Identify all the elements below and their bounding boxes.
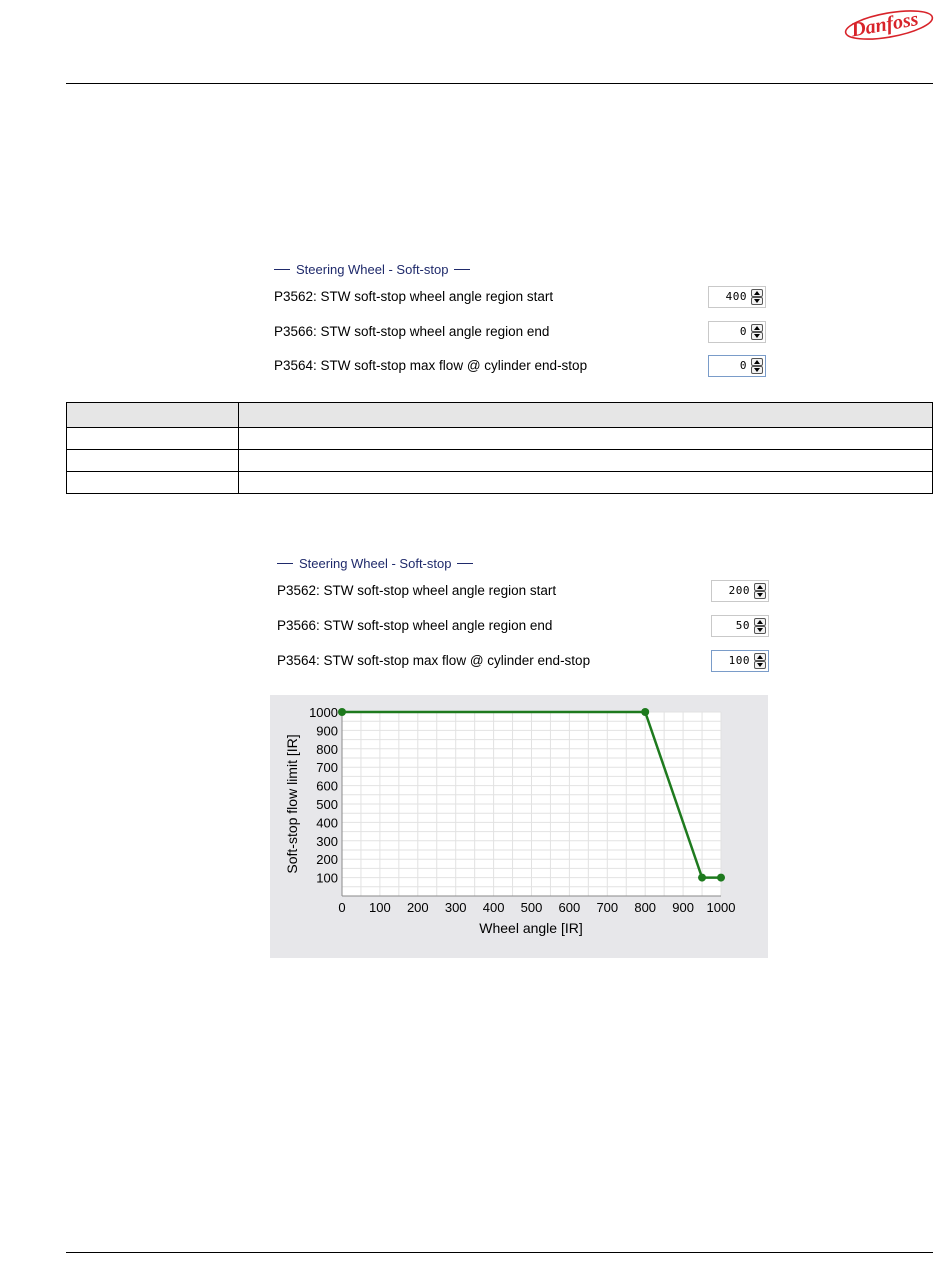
table-cell xyxy=(239,428,933,450)
x-tick-label: 0 xyxy=(338,900,346,915)
x-tick-label: 400 xyxy=(482,900,505,915)
x-tick-label: 100 xyxy=(369,900,391,915)
x-tick-label: 900 xyxy=(672,900,694,915)
param-row-p3562 xyxy=(277,580,773,602)
table-header-row xyxy=(67,403,933,428)
region-end-spinbox[interactable] xyxy=(708,321,766,343)
header-rule xyxy=(66,83,933,84)
param-label: P3566: STW soft-stop wheel angle region end xyxy=(274,324,550,339)
max-flow-spinbox[interactable] xyxy=(711,650,769,672)
y-tick-label: 700 xyxy=(316,760,338,776)
x-tick-label: 800 xyxy=(634,900,657,915)
y-tick-label: 600 xyxy=(316,778,338,794)
parameter-table xyxy=(66,402,933,494)
table-cell xyxy=(67,428,239,450)
table-cell xyxy=(67,472,239,494)
legend-title: Steering Wheel - Soft-stop xyxy=(299,556,452,571)
spin-up-icon[interactable] xyxy=(754,618,766,626)
param-label: P3564: STW soft-stop max flow @ cylinder end-stop xyxy=(277,653,591,668)
table-header-cell xyxy=(67,403,239,428)
spinbox-value[interactable]: 50 xyxy=(735,619,750,632)
spin-down-icon[interactable] xyxy=(751,366,763,374)
logo-text: Danfoss xyxy=(849,8,921,42)
table-row xyxy=(67,450,933,472)
x-tick-label: 600 xyxy=(558,900,581,915)
legend-line-left xyxy=(274,269,290,270)
param-row-p3564 xyxy=(277,650,773,672)
legend-line-right xyxy=(454,269,470,270)
data-point xyxy=(698,874,706,882)
y-tick-label: 400 xyxy=(316,815,338,831)
param-label: P3562: STW soft-stop wheel angle region start xyxy=(274,289,554,304)
y-tick-label: 300 xyxy=(316,833,338,849)
panel-legend xyxy=(277,556,473,571)
table-cell xyxy=(239,472,933,494)
param-row-p3564 xyxy=(274,355,770,377)
param-label: P3564: STW soft-stop max flow @ cylinder end-stop xyxy=(274,358,588,373)
table-cell xyxy=(67,450,239,472)
legend-line-right xyxy=(457,563,473,564)
y-axis-label: Soft-stop flow limit [IR] xyxy=(284,734,300,874)
spinbox-value[interactable]: 0 xyxy=(739,359,747,372)
param-row-p3566 xyxy=(277,615,773,637)
chart-svg xyxy=(270,695,768,958)
data-point xyxy=(338,708,346,716)
soft-stop-panel-2 xyxy=(273,556,773,686)
soft-stop-chart xyxy=(270,695,768,958)
region-start-spinbox[interactable] xyxy=(708,286,766,308)
spin-down-icon[interactable] xyxy=(754,591,766,599)
spin-up-icon[interactable] xyxy=(754,583,766,591)
x-tick-label: 700 xyxy=(596,900,619,915)
y-tick-label: 800 xyxy=(316,741,338,757)
table-header-cell xyxy=(239,403,933,428)
y-tick-label: 200 xyxy=(316,852,338,868)
danfoss-logo xyxy=(843,6,935,42)
footer-rule xyxy=(66,1252,933,1253)
data-point xyxy=(641,708,649,716)
spinbox-value[interactable]: 200 xyxy=(728,584,750,597)
spin-up-icon[interactable] xyxy=(754,653,766,661)
param-label: P3562: STW soft-stop wheel angle region start xyxy=(277,583,557,598)
x-axis-label: Wheel angle [IR] xyxy=(479,920,583,936)
data-point xyxy=(717,874,725,882)
spin-up-icon[interactable] xyxy=(751,358,763,366)
spinbox-value[interactable]: 0 xyxy=(739,325,747,338)
region-start-spinbox[interactable] xyxy=(711,580,769,602)
spin-up-icon[interactable] xyxy=(751,289,763,297)
spin-down-icon[interactable] xyxy=(754,626,766,634)
y-tick-label: 100 xyxy=(316,870,338,886)
spinbox-value[interactable]: 400 xyxy=(725,290,747,303)
spin-up-icon[interactable] xyxy=(751,324,763,332)
table-row xyxy=(67,472,933,494)
spin-down-icon[interactable] xyxy=(751,332,763,340)
spin-down-icon[interactable] xyxy=(754,661,766,669)
x-tick-label: 200 xyxy=(406,900,429,915)
x-tick-label: 500 xyxy=(520,900,543,915)
x-tick-label: 1000 xyxy=(706,900,736,915)
soft-stop-panel-1 xyxy=(270,262,770,392)
panel-legend xyxy=(274,262,470,277)
max-flow-spinbox[interactable] xyxy=(708,355,766,377)
legend-title: Steering Wheel - Soft-stop xyxy=(296,262,449,277)
spin-down-icon[interactable] xyxy=(751,297,763,305)
y-tick-label: 900 xyxy=(316,723,338,739)
param-row-p3566 xyxy=(274,321,770,343)
x-tick-label: 300 xyxy=(444,900,467,915)
y-tick-label: 1000 xyxy=(309,705,338,720)
table-row xyxy=(67,428,933,450)
table-cell xyxy=(239,450,933,472)
spinbox-value[interactable]: 100 xyxy=(728,654,750,667)
y-tick-label: 500 xyxy=(316,797,338,812)
param-label: P3566: STW soft-stop wheel angle region end xyxy=(277,618,553,633)
param-row-p3562 xyxy=(274,286,770,308)
legend-line-left xyxy=(277,563,293,564)
region-end-spinbox[interactable] xyxy=(711,615,769,637)
